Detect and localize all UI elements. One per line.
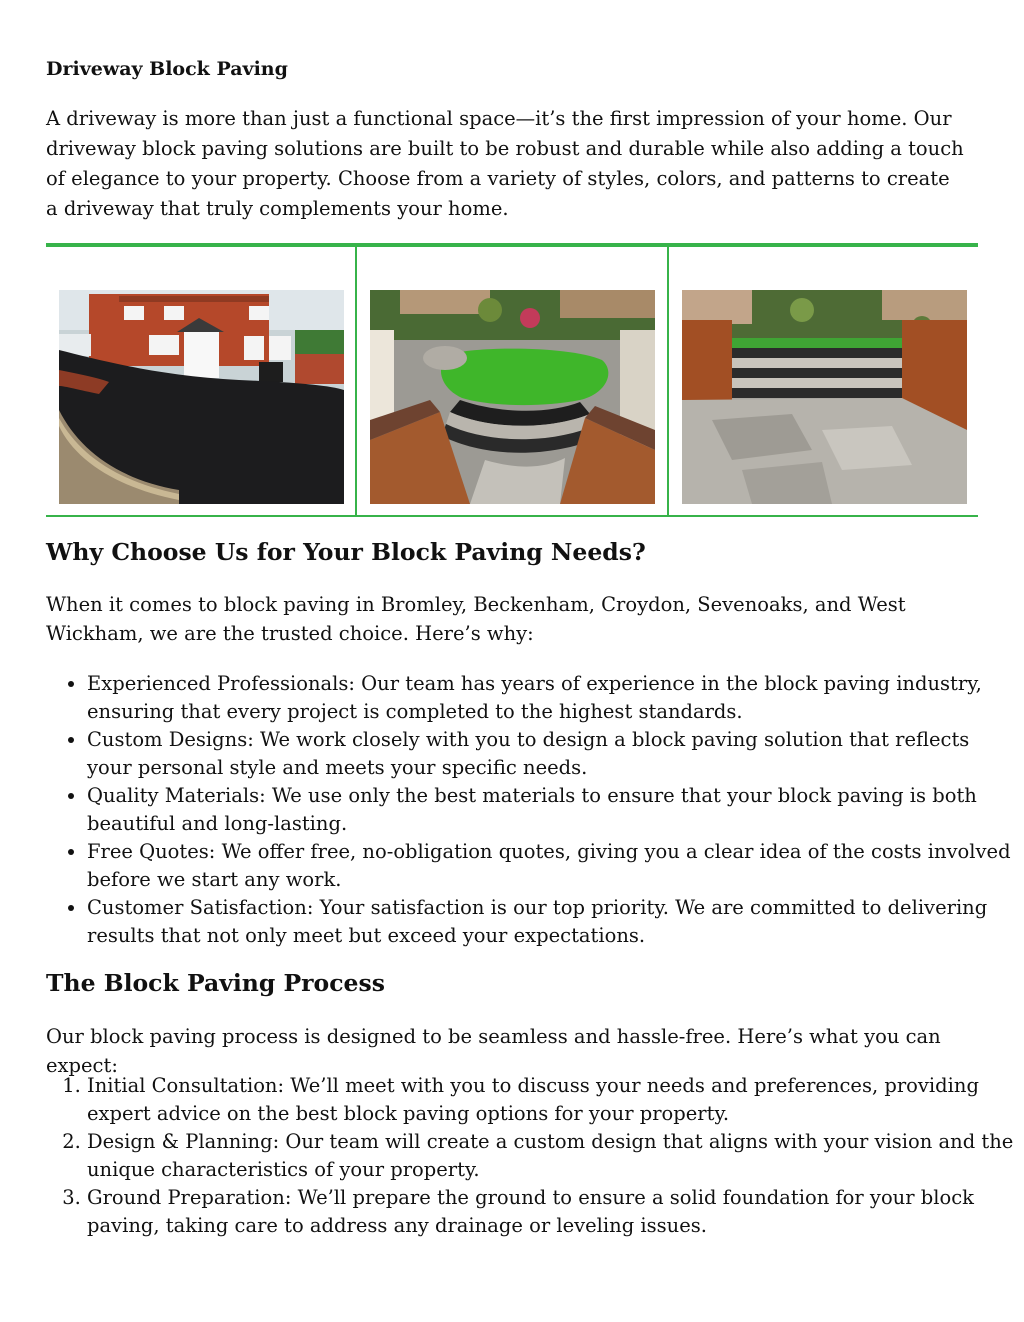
process-intro-paragraph: Our block paving process is designed to be seamless and hassle-free. Here’s what you can expect: (46, 1025, 941, 1077)
list-item: 3. Ground Preparation: We’ll prepare the ground to ensure a solid foundation for your block paving, taking care to address any drainage or leveling issues. (87, 1184, 1019, 1240)
list-item: • Experienced Professionals: Our team has years of experience in the block paving industry, ensuring that every project is completed to the highest standards. (87, 670, 1019, 726)
gallery-cell-3 (667, 247, 978, 515)
gallery-cell-1 (46, 247, 355, 515)
why-intro-paragraph: When it comes to block paving in Bromley, Beckenham, Croydon, Sevenoaks, and West Wickham, we are the trusted choice. Here’s why: (46, 593, 906, 645)
driveway-intro-paragraph: A driveway is more than just a functional space—it’s the first impression of your home. Our driveway block paving solutions are built to be robust and durable while also adding a touch of elegance to your property. Choose from a variety of styles, colors, and patterns to create a driveway that truly complements your home. (46, 107, 964, 220)
photo-gallery (46, 243, 978, 517)
driveway-photo (59, 290, 344, 504)
garden-steps-photo (370, 290, 655, 504)
list-item: • Customer Satisfaction: Your satisfaction is our top priority. We are committed to delivering results that not only meet but exceed your expectations. (87, 894, 1019, 950)
section-heading-process: The Block Paving Process (46, 969, 385, 997)
list-item: • Quality Materials: We use only the best materials to ensure that your block paving is both beautiful and long-lasting. (87, 782, 1019, 838)
list-item: • Custom Designs: We work closely with you to design a block paving solution that reflects your personal style and meets your specific needs. (87, 726, 1019, 782)
process-steps-list (46, 1072, 1019, 1240)
gallery-cell-2 (355, 247, 666, 515)
list-item: 1. Initial Consultation: We’ll meet with you to discuss your needs and preferences, providing expert advice on the best block paving options for your property. (87, 1072, 1019, 1128)
list-item: • Free Quotes: We offer free, no-obligation quotes, giving you a clear idea of the costs involved before we start any work. (87, 838, 1019, 894)
patio-photo (682, 290, 967, 504)
section-heading-driveway: Driveway Block Paving (46, 58, 288, 80)
section-heading-why-choose-us: Why Choose Us for Your Block Paving Needs? (46, 538, 646, 566)
reasons-list (46, 670, 1019, 950)
list-item: 2. Design & Planning: Our team will create a custom design that aligns with your vision and the unique characteristics of your property. (87, 1128, 1019, 1184)
